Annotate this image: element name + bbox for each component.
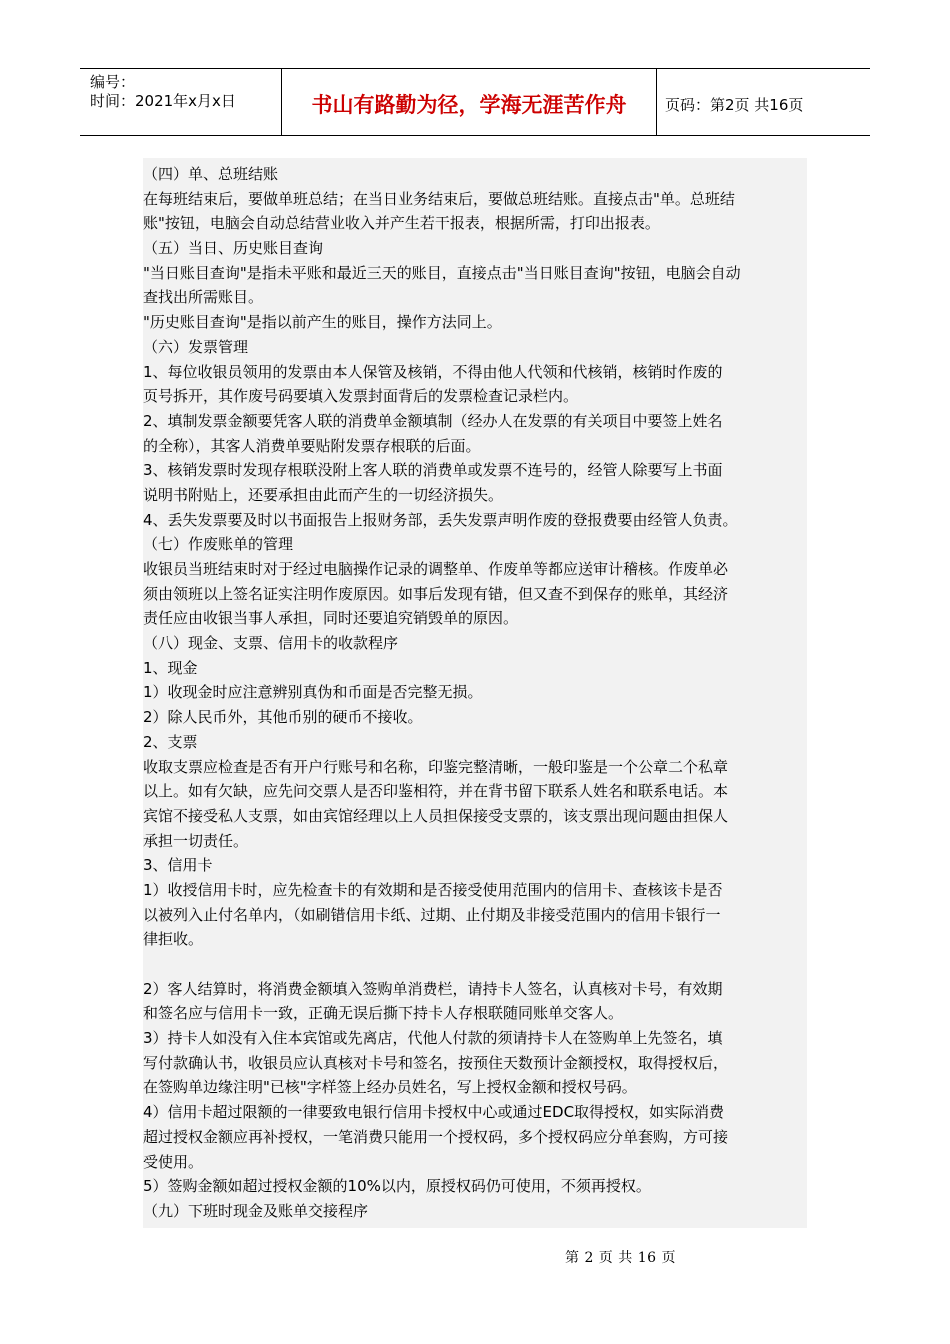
text-line: 在签购单边缘注明"已核"字样签上经办员姓名，写上授权金额和授权号码。 [143, 1078, 637, 1097]
text-line: 5）签购金额如超过授权金额的10%以内，原授权码仍可使用，不须再授权。 [143, 1177, 651, 1196]
text-line: 2、填制发票金额要凭客人联的消费单金额填制（经办人在发票的有关项目中要签上姓名 [143, 411, 723, 430]
text-line: （七）作废账单的管理 [143, 535, 294, 554]
text-line: 查找出所需账目。 [143, 288, 264, 307]
text-line: 以上。如有欠缺，应先问交票人是否印鉴相符，并在背书留下联系人姓名和联系电话。本 [143, 782, 729, 801]
text-line: 2）除人民币外，其他币别的硬币不接收。 [143, 708, 423, 727]
text-line: 1、现金 [143, 658, 198, 677]
text-line: 1、每位收银员领用的发票由本人保管及核销，不得由他人代领和代核销，核销时作废的 [143, 362, 723, 381]
text-line: 责任应由收银当事人承担，同时还要追究销毁单的原因。 [143, 609, 519, 628]
text-line: "当日账目查询"是指未平账和最近三天的账目，直接点击"当日账目查询"按钮，电脑会自动 [143, 263, 741, 282]
date-label: 时间：2021年x月x日 [90, 92, 236, 110]
page-footer: 第 2 页 共 16 页 [565, 1250, 676, 1266]
text-line: （九）下班时现金及账单交接程序 [143, 1201, 369, 1220]
text-line: 在每班结束后，要做单班总结；在当日业务结束后，要做总班结账。直接点击"单。总班结 [143, 189, 735, 208]
document-body [143, 158, 807, 1228]
text-line: 说明书附贴上，还要承担由此而产生的一切经济损失。 [143, 485, 504, 504]
text-line: "历史账目查询"是指以前产生的账目，操作方法同上。 [143, 313, 502, 332]
text-line: 1）收现金时应注意辨别真伪和币面是否完整无损。 [143, 683, 483, 702]
text-line: 承担一切责任。 [143, 831, 249, 850]
header-page-number: 页码：第2页 共16页 [665, 95, 804, 114]
text-line: 2、支票 [143, 732, 198, 751]
text-line: 须由领班以上签名证实注明作废原因。如事后发现有错，但又查不到保存的账单，其经济 [143, 584, 729, 603]
text-line: 律拒收。 [143, 930, 204, 949]
text-line: 3）持卡人如没有入住本宾馆或先离店，代他人付款的须请持卡人在签购单上先签名，填 [143, 1029, 723, 1048]
text-line: 收银员当班结束时对于经过电脑操作记录的调整单、作废单等都应送审计稽核。作废单必 [143, 560, 729, 578]
text-line: 和签名应与信用卡一致，正确无误后撕下持卡人存根联随同账单交客人。 [143, 1004, 624, 1023]
text-line [143, 952, 807, 977]
text-line: （四）单、总班结账 [143, 165, 279, 183]
header-motto: 书山有路勤为径，学海无涯苦作舟 [282, 69, 657, 135]
number-label: 编号： [90, 73, 136, 91]
text-line: 3、信用卡 [143, 856, 213, 875]
text-line: 写付款确认书，收银员应认真核对卡号和签名，按预住天数预计金额授权，取得授权后， [143, 1053, 729, 1072]
text-line: 宾馆不接受私人支票，如由宾馆经理以上人员担保接受支票的，该支票出现问题由担保人 [143, 806, 729, 825]
text-line: 页号拆开，其作废号码要填入发票封面背后的发票检查记录栏内。 [143, 387, 579, 406]
text-line: 超过授权金额应再补授权，一笔消费只能用一个授权码，多个授权码应分单套购，方可接 [143, 1127, 729, 1146]
text-line: 以被列入止付名单内，（如刷错信用卡纸、过期、止付期及非接受范围内的信用卡银行一 [143, 905, 721, 924]
text-line: 的全称），其客人消费单要贴附发票存根联的后面。 [143, 436, 481, 455]
text-line: （六）发票管理 [143, 337, 249, 356]
text-line: （八）现金、支票、信用卡的收款程序 [143, 634, 399, 653]
text-line: 3、核销发票时发现存根联没附上客人联的消费单或发票不连号的，经管人除要写上书面 [143, 461, 723, 480]
text-line: 2）客人结算时，将消费金额填入签购单消费栏，请持卡人签名，认真核对卡号，有效期 [143, 979, 723, 998]
page-header [80, 68, 870, 136]
text-line: 收取支票应检查是否有开户行账号和名称，印鉴完整清晰，一般印鉴是一个公章二个私章 [143, 757, 729, 776]
text-line: 4、丢失发票要及时以书面报告上报财务部，丢失发票声明作废的登报费要由经管人负责。 [143, 510, 738, 529]
text-line: （五）当日、历史账目查询 [143, 239, 324, 258]
header-meta [80, 69, 282, 135]
text-line: 1）收授信用卡时，应先检查卡的有效期和是否接受使用范围内的信用卡、查核该卡是否 [143, 880, 723, 899]
text-line: 账"按钮，电脑会自动总结营业收入并产生若干报表，根据所需，打印出报表。 [143, 214, 660, 233]
text-line: 4）信用卡超过限额的一律要致电银行信用卡授权中心或通过EDC取得授权，如实际消费 [143, 1103, 725, 1122]
text-line: 受使用。 [143, 1152, 204, 1171]
